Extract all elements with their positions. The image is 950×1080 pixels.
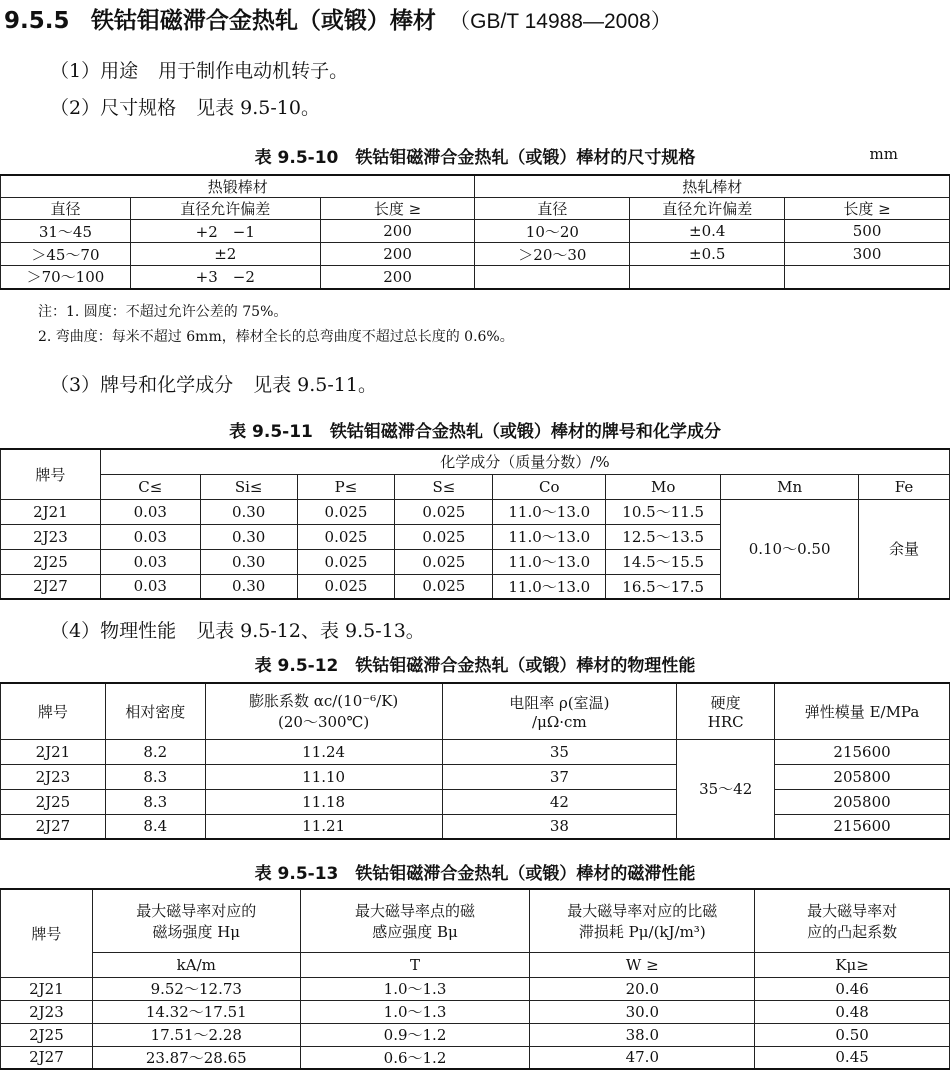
table-cell: 0.025 xyxy=(297,499,395,524)
col-header: P≤ xyxy=(297,474,395,499)
table-cell: 8.4 xyxy=(105,814,205,839)
table-row xyxy=(1,764,950,789)
table-cell: 38.0 xyxy=(530,1023,755,1046)
table-cell: 11.0～13.0 xyxy=(493,524,606,549)
table-cell: +3 −2 xyxy=(130,266,320,289)
col-header-modulus: 弹性模量 E/MPa xyxy=(775,683,950,739)
table-cell: 0.30 xyxy=(200,574,297,599)
table-cell: 8.3 xyxy=(105,764,205,789)
table-row xyxy=(1,977,950,1000)
unit-header: kA/m xyxy=(92,952,300,977)
para-size-label: （2）尺寸规格 xyxy=(50,97,177,119)
para-physical-text: 见表 9.5-12、表 9.5-13。 xyxy=(196,620,425,642)
col-header: C≤ xyxy=(100,474,200,499)
table-cell: ＞45～70 xyxy=(1,243,131,266)
table13-caption: 表 9.5-13 铁钴钼磁滞合金热轧（或锻）棒材的磁滞性能 xyxy=(254,864,696,884)
para-composition-label: （3）牌号和化学成分 xyxy=(50,374,234,396)
table-cell: 0.48 xyxy=(755,1000,950,1023)
table-cell: 205800 xyxy=(775,764,950,789)
col-header-density: 相对密度 xyxy=(105,683,205,739)
section-heading xyxy=(4,2,672,35)
table-row xyxy=(1,243,950,266)
col-header: Mn xyxy=(721,474,859,499)
col-header: 直径 xyxy=(1,198,131,220)
table10-unit: mm xyxy=(869,145,898,163)
table12-caption: 表 9.5-12 铁钴钼磁滞合金热轧（或锻）棒材的物理性能 xyxy=(254,656,696,676)
table-cell: 11.0～13.0 xyxy=(493,499,606,524)
table-cell: 11.18 xyxy=(205,789,442,814)
table-row xyxy=(1,266,950,289)
table-cell: 9.52～12.73 xyxy=(92,977,300,1000)
table-cell: 0.6～1.2 xyxy=(300,1046,530,1069)
table-cell: 11.0～13.0 xyxy=(493,574,606,599)
header-forged: 热锻棒材 xyxy=(1,175,475,198)
table-cell: 37 xyxy=(442,764,677,789)
table-cell: 11.24 xyxy=(205,739,442,764)
table-cell: 2J25 xyxy=(1,549,101,574)
table-row xyxy=(1,739,950,764)
table-cell: 0.025 xyxy=(395,524,493,549)
para-physical-label: （4）物理性能 xyxy=(50,620,177,642)
col-header-expansion xyxy=(205,683,442,739)
table-cell: 16.5～17.5 xyxy=(606,574,721,599)
table-cell: 0.025 xyxy=(395,549,493,574)
table-cell: ±0.5 xyxy=(630,243,785,266)
para-size xyxy=(50,93,320,120)
col-header: Mo xyxy=(606,474,721,499)
table-cell: 2J21 xyxy=(1,499,101,524)
table10-caption: 表 9.5-10 铁钴钼磁滞合金热轧（或锻）棒材的尺寸规格 xyxy=(254,148,696,168)
table-cell: 2J23 xyxy=(1,764,106,789)
table-cell: ±0.4 xyxy=(630,220,785,243)
header-line: (20～300℃) xyxy=(278,713,370,732)
header-line: 磁场强度 Hμ xyxy=(152,922,241,941)
col-header: Fe xyxy=(859,474,950,499)
table-cell: 0.30 xyxy=(200,549,297,574)
table-cell: 500 xyxy=(785,220,950,243)
col-header: 直径允许偏差 xyxy=(630,198,785,220)
table-cell: 0.03 xyxy=(100,499,200,524)
table-cell: 10～20 xyxy=(475,220,630,243)
header-line: 应的凸起系数 xyxy=(807,922,898,941)
header-line: 感应强度 Bμ xyxy=(372,922,458,941)
table-cell: 0.30 xyxy=(200,499,297,524)
col-header: 长度 ≥ xyxy=(320,198,475,220)
table-physical xyxy=(0,682,950,840)
section-number: 9.5.5 xyxy=(4,8,70,34)
col-header-hardness xyxy=(677,683,775,739)
table-cell: 0.46 xyxy=(755,977,950,1000)
table-cell: 2J21 xyxy=(1,739,106,764)
col-header: 直径 xyxy=(475,198,630,220)
table-cell: 215600 xyxy=(775,814,950,839)
table-cell: 0.03 xyxy=(100,549,200,574)
header-line: HRC xyxy=(707,712,744,731)
table-cell: ±2 xyxy=(130,243,320,266)
table-cell: 0.03 xyxy=(100,524,200,549)
table-cell: 0.025 xyxy=(395,574,493,599)
col-header-resistivity xyxy=(442,683,677,739)
table-composition xyxy=(0,448,950,600)
table-cell: 0.025 xyxy=(395,499,493,524)
section-title: 铁钴钼磁滞合金热轧（或锻）棒材 xyxy=(90,8,436,34)
table-cell xyxy=(630,266,785,289)
table-cell: 42 xyxy=(442,789,677,814)
table-hysteresis xyxy=(0,888,950,1070)
table-cell: 30.0 xyxy=(530,1000,755,1023)
para-physical xyxy=(50,616,425,643)
table-cell: 0.025 xyxy=(297,524,395,549)
unit-header: W ≥ xyxy=(530,952,755,977)
para-composition xyxy=(50,370,377,397)
table-cell: 8.3 xyxy=(105,789,205,814)
table-row xyxy=(1,1023,950,1046)
col-header: 长度 ≥ xyxy=(785,198,950,220)
table-cell: 2J27 xyxy=(1,814,106,839)
table-cell: +2 −1 xyxy=(130,220,320,243)
header-line: 最大磁导率对应的比磁 xyxy=(567,901,718,920)
table-cell: 0.30 xyxy=(200,524,297,549)
header-line: /μΩ·cm xyxy=(532,712,587,731)
header-composition: 化学成分（质量分数）/% xyxy=(100,449,949,474)
table-cell: ＞70～100 xyxy=(1,266,131,289)
table-cell: 205800 xyxy=(775,789,950,814)
table-cell xyxy=(475,266,630,289)
table10-note-1: 注：1. 圆度：不超过允许公差的 75%。 xyxy=(38,304,288,320)
table-cell xyxy=(785,266,950,289)
col-header: Si≤ xyxy=(200,474,297,499)
col-header-induction xyxy=(300,889,530,952)
table-cell: 8.2 xyxy=(105,739,205,764)
table-cell: 11.0～13.0 xyxy=(493,549,606,574)
header-line: 滞损耗 Pμ/(kJ/m³) xyxy=(578,922,706,941)
table-cell: 23.87～28.65 xyxy=(92,1046,300,1069)
header-rolled: 热轧棒材 xyxy=(475,175,950,198)
table-cell: 17.51～2.28 xyxy=(92,1023,300,1046)
table-cell: 20.0 xyxy=(530,977,755,1000)
table-cell: 35 xyxy=(442,739,677,764)
table-cell: 38 xyxy=(442,814,677,839)
col-header-grade: 牌号 xyxy=(1,889,93,977)
table-cell: 0.03 xyxy=(100,574,200,599)
table-cell: 12.5～13.5 xyxy=(606,524,721,549)
header-line: 膨胀系数 αc/(10⁻⁶/K) xyxy=(248,692,399,711)
col-header-grade: 牌号 xyxy=(1,683,106,739)
col-header: Co xyxy=(493,474,606,499)
table-row xyxy=(1,220,950,243)
col-header-grade: 牌号 xyxy=(1,449,101,499)
table-row xyxy=(1,1046,950,1069)
table-cell: 2J25 xyxy=(1,789,106,814)
table-cell: 14.32～17.51 xyxy=(92,1000,300,1023)
header-line: 最大磁导率对应的 xyxy=(136,901,257,920)
header-line: 最大磁导率点的磁 xyxy=(355,901,476,920)
para-usage xyxy=(50,56,348,83)
table-cell: 31～45 xyxy=(1,220,131,243)
para-size-text: 见表 9.5-10。 xyxy=(196,97,320,119)
table-cell: 0.9～1.2 xyxy=(300,1023,530,1046)
table11-caption: 表 9.5-11 铁钴钼磁滞合金热轧（或锻）棒材的牌号和化学成分 xyxy=(229,422,721,442)
table-cell-mn: 0.10～0.50 xyxy=(721,499,859,599)
unit-header: Kμ≥ xyxy=(755,952,950,977)
table-cell: 2J23 xyxy=(1,524,101,549)
table-row xyxy=(1,814,950,839)
table-row xyxy=(1,789,950,814)
header-line: 最大磁导率对 xyxy=(807,901,898,920)
table-cell: 1.0～1.3 xyxy=(300,1000,530,1023)
table-cell: 2J21 xyxy=(1,977,93,1000)
table-cell: 2J27 xyxy=(1,574,101,599)
table-cell: 2J25 xyxy=(1,1023,93,1046)
table-cell: 200 xyxy=(320,243,475,266)
table-cell: 14.5～15.5 xyxy=(606,549,721,574)
table-row xyxy=(1,499,950,524)
table-cell: 215600 xyxy=(775,739,950,764)
table-cell: 2J27 xyxy=(1,1046,93,1069)
col-header: S≤ xyxy=(395,474,493,499)
table10-note-2: 2. 弯曲度：每米不超过 6mm，棒材全长的总弯曲度不超过总长度的 0.6%。 xyxy=(38,329,514,345)
para-composition-text: 见表 9.5-11。 xyxy=(253,374,377,396)
table-cell: 1.0～1.3 xyxy=(300,977,530,1000)
table-cell: 0.50 xyxy=(755,1023,950,1046)
col-header-bulge xyxy=(755,889,950,952)
table-cell: 200 xyxy=(320,220,475,243)
table-cell: 10.5～11.5 xyxy=(606,499,721,524)
table-size-spec xyxy=(0,174,950,290)
standard-code: （GB/T 14988—2008） xyxy=(449,10,672,33)
col-header-field xyxy=(92,889,300,952)
table-cell: 11.21 xyxy=(205,814,442,839)
para-usage-text: 用于制作电动机转子。 xyxy=(158,60,349,82)
table-cell: 0.025 xyxy=(297,549,395,574)
col-header-loss xyxy=(530,889,755,952)
table-row xyxy=(1,1000,950,1023)
table-cell: 47.0 xyxy=(530,1046,755,1069)
table-cell-fe: 余量 xyxy=(859,499,950,599)
table-cell: 300 xyxy=(785,243,950,266)
table-cell: 200 xyxy=(320,266,475,289)
unit-header: T xyxy=(300,952,530,977)
table-cell-hardness: 35～42 xyxy=(677,739,775,839)
header-line: 电阻率 ρ(室温) xyxy=(509,693,610,712)
table-cell: 2J23 xyxy=(1,1000,93,1023)
table-cell: 11.10 xyxy=(205,764,442,789)
table-cell: ＞20～30 xyxy=(475,243,630,266)
header-line: 硬度 xyxy=(710,693,741,712)
col-header: 直径允许偏差 xyxy=(130,198,320,220)
table-cell: 0.025 xyxy=(297,574,395,599)
table-cell: 0.45 xyxy=(755,1046,950,1069)
para-usage-label: （1）用途 xyxy=(50,60,139,82)
